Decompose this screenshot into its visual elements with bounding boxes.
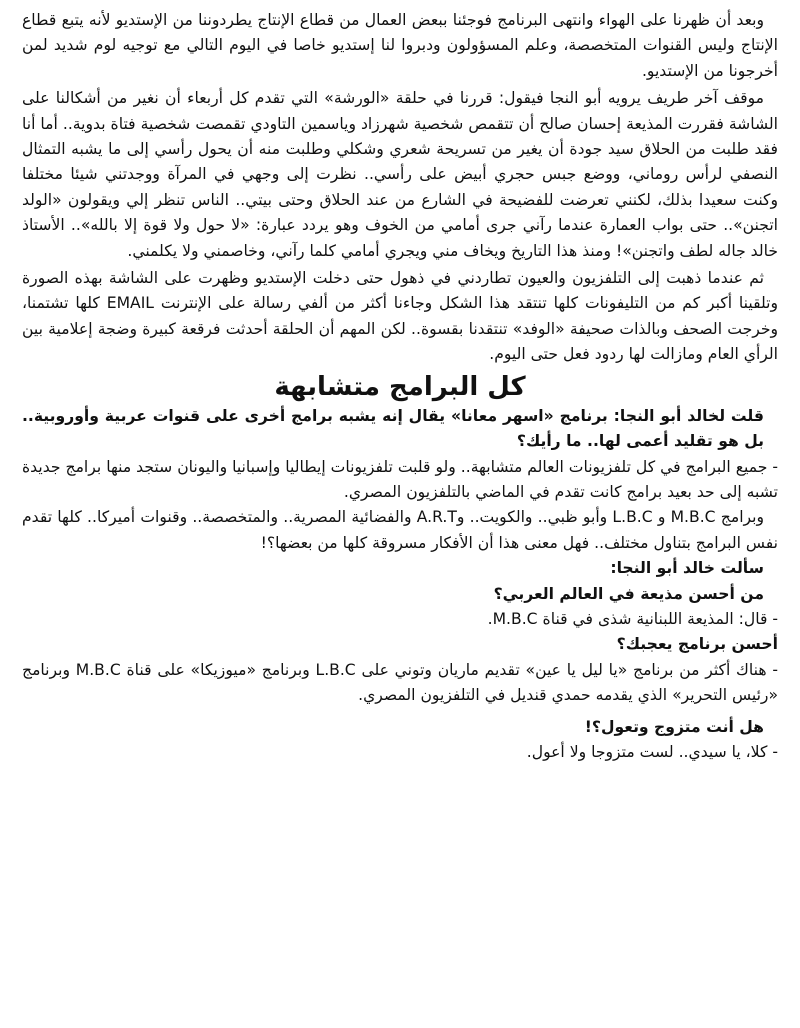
- answer-married: - كلا، يا سيدي.. لست متزوجا ولا أعول.: [526, 742, 778, 761]
- interview-answer: وبرامج M.B.C و L.B.C وأبو ظبي.. والكويت.. وA.R.T والفضائية المصرية.. والمتخصصة.. وقنوات أميركا.. كلها تقدم نفس البرامج بتناول مختلف.. فهل معنى هذا أن الأفكار مسروقة كلها من بعضها؟!: [22, 508, 778, 552]
- question-best-show: أحسن برنامج يعجبك؟: [616, 635, 778, 654]
- article-paragraph: ثم عندما ذهبت إلى التلفزيون والعيون تطاردني في ذهول حتى دخلت الإستديو وظهرت على الشاشة بهذه الصورة وتلقينا أكبر كم من التليفونات كلها تنتقد هذا الشكل وجاءنا أكثر من ألفي رسالة على الإنترنت EMAIL كلها تشتمنا، وخرجت الصحف وبالذات صحيفة «الوفد» تنتقدنا بقسوة.. لكن المهم أن الحلقة أحدثت فرقعة كبيرة وضجة إعلامية بين الرأي العام ومازالت لها ردود فعل حتى اليوم.: [22, 269, 778, 364]
- interview-intro-question: قلت لخالد أبو النجا: برنامج «اسهر معانا» يقال إنه يشبه برامج أخرى على قنوات عربية وأوروبية.. بل هو تقليد أعمى لها.. ما رأيك؟: [22, 406, 764, 451]
- answer-best-anchor: - قال: المذيعة اللبنانية شذى في قناة M.B.C.: [487, 609, 778, 628]
- article-paragraph: موقف آخر طريف يرويه أبو النجا فيقول: قررنا في حلقة «الورشة» التي تقدم كل أربعاء أن نغير من أشكالنا على الشاشة فقررت المذيعة إحسان صالح أن تتقمص شخصية شهرزاد وياسمين التاودي تقمصت شخصية فتاة بدوية.. أما أنا فقد طلبت من الحلاق سيد جودة أن يغير من تسريحة شعري وشكلي وطلبت منه أن يحول رأسي إلى ما يشبه التمثال النصفي لرأس روماني، ووضع جبس حجري أبيض على رأسي.. نظرت إلى وجهي في المرآة ووجدتني شيئا مختلفا وكنت سعيدا بذلك، لكنني تعرضت للفضيحة في الشارع من عند الحلاق وحتى بيتي.. الناس تنظر إلي ويقولون «الولد اتجنن».. حتى بواب العمارة عندما رآني جرى أمامي من الخوف وهو يردد عبارة: «لا حول ولا قوة إلا بالله».. الأستاذ خالد جاله لطف واتجنن»! ومنذ هذا التاريخ ويخاف مني ويجري أمامي كلما رآني، وخاصمني ولا يكلمني.: [22, 89, 778, 260]
- answer-best-show: - هناك أكثر من برنامج «يا ليل يا عين» تقديم ماريان وتوني على L.B.C وبرنامج «ميوزيكا» على قناة M.B.C وبرنامج «رئيس التحرير» الذي يقدمه حمدي قنديل في التلفزيون المصري.: [22, 660, 778, 705]
- section-heading: كل البرامج متشابهة: [274, 371, 526, 402]
- question-married: هل أنت متزوج وتعول؟!: [584, 717, 764, 736]
- asked-label: سألت خالد أبو النجا:: [610, 559, 764, 578]
- interview-answer: - جميع البرامج في كل تلفزيونات العالم متشابهة.. ولو قلبت تلفزيونات إيطاليا وإسبانيا واليونان ستجد منها برامج جديدة تشبه إلى حد بعيد برامج كانت تقدم في الماضي بالتلفزيون المصري.: [22, 457, 778, 501]
- article-paragraph: وبعد أن ظهرنا على الهواء وانتهى البرنامج فوجئنا ببعض العمال من قطاع الإنتاج يطردوننا من الإستديو لأنه يتبع قطاع الإنتاج وليس القنوات المتخصصة، وعلم المسؤولون ودبروا لنا إستديو خاصا في اليوم التالي مع توجيه لوم شديد لمن أخرجونا من الإستديو.: [22, 11, 778, 80]
- question-best-anchor: من أحسن مذيعة في العالم العربي؟: [493, 584, 764, 603]
